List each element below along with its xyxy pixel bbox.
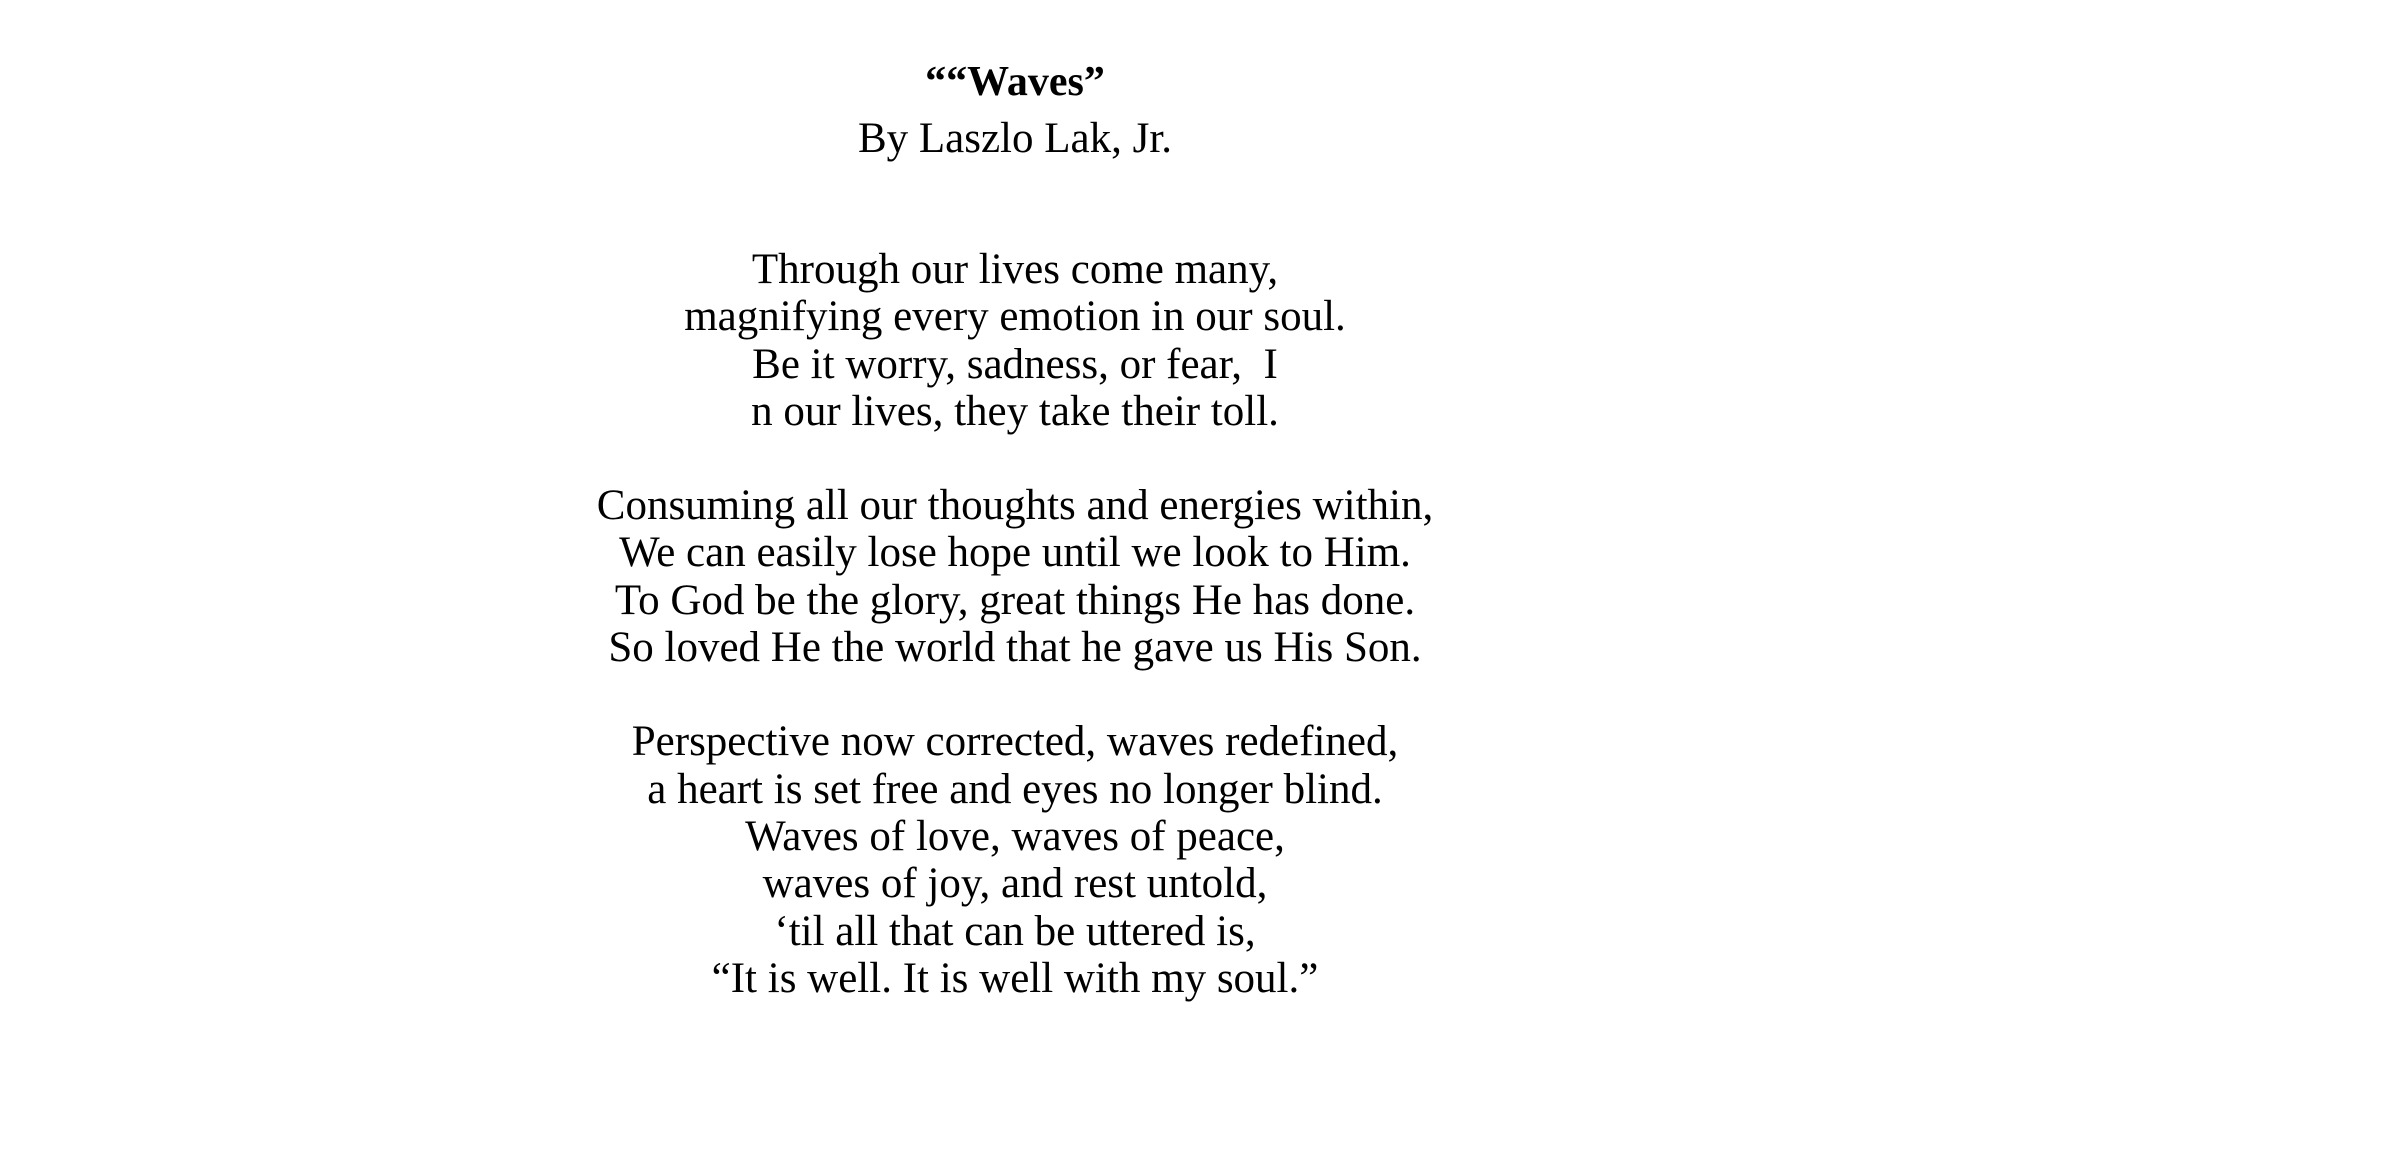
poem-line: ‘til all that can be uttered is,	[774, 907, 1256, 955]
stanza-1	[0, 246, 2030, 435]
poem-line: Perspective now corrected, waves redefined,	[631, 718, 1399, 766]
poem-line: Consuming all our thoughts and energies within,	[596, 482, 1434, 530]
poem-line: To God be the glory, great things He has done.	[614, 576, 1416, 624]
poem-body	[0, 246, 2030, 1002]
poem-line: Through our lives come many,	[751, 246, 1279, 293]
poem-line: We can easily lose hope until we look to Him.	[619, 529, 1411, 577]
poem-line: “It is well. It is well with my soul.”	[711, 954, 1319, 1002]
poem-line: waves of joy, and rest untold,	[762, 860, 1268, 908]
stanza-2	[0, 482, 2030, 671]
poem-line: magnifying every emotion in our soul.	[684, 293, 1346, 341]
poem-line: Waves of love, waves of peace,	[745, 812, 1285, 860]
poem-line: So loved He the world that he gave us His Son.	[608, 624, 1422, 672]
poem-line: a heart is set free and eyes no longer blind.	[647, 765, 1383, 813]
stanza-3	[0, 718, 2030, 1002]
poem-byline: By Laszlo Lak, Jr.	[857, 115, 1173, 162]
poem-line: Be it worry, sadness, or fear, I	[752, 340, 1278, 388]
poem-line: n our lives, they take their toll.	[751, 387, 1279, 435]
poem-title: ““Waves”	[925, 59, 1105, 105]
